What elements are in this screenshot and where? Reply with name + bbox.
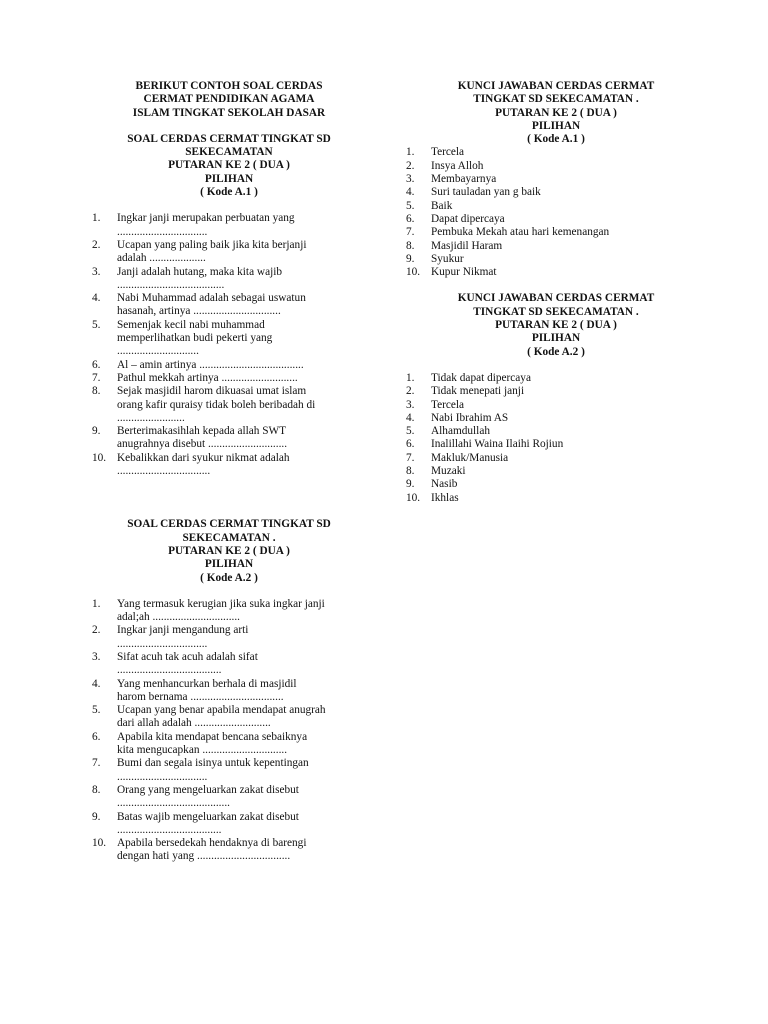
heading-line: PILIHAN	[204, 558, 254, 571]
item-number: 4.	[92, 677, 101, 690]
question-item	[92, 837, 366, 864]
answer-item	[406, 438, 706, 451]
item-text: Inalillahi Waina Ilaihi Rojiun	[431, 438, 564, 451]
question-item	[92, 319, 366, 359]
question-item	[92, 266, 366, 293]
answer-item	[406, 200, 706, 213]
item-text: Muzaki	[431, 465, 466, 478]
answer-item	[406, 213, 706, 226]
item-number: 2.	[92, 624, 101, 637]
question-item	[92, 757, 366, 784]
item-text: Sejak masjidil harom dikuasai umat islam orang kafir quraisy tidak boleh beribadah di ........................	[117, 385, 316, 424]
item-number: 8.	[92, 783, 101, 796]
item-text: Ikhlas	[431, 491, 459, 504]
answer-item	[406, 253, 706, 266]
answer-item	[406, 412, 706, 425]
item-text: Nabi Ibrahim AS	[431, 411, 509, 424]
question-item	[92, 385, 366, 425]
item-number: 2.	[406, 159, 415, 172]
item-text: Berterimakasihlah kepada allah SWT anugrahnya disebut ............................	[117, 425, 288, 451]
heading-line: PUTARAN KE 2 ( DUA )	[495, 106, 617, 119]
item-text: Dapat dipercaya	[431, 212, 505, 225]
item-number: 10.	[92, 837, 107, 850]
item-text: Nasib	[431, 478, 458, 491]
item-text: Ingkar janji mengandung arti ................................	[117, 624, 249, 650]
question-item	[92, 598, 366, 625]
quiz-a1-heading	[92, 133, 366, 199]
item-text: Semenjak kecil nabi muhammad memperlihatkan budi pekerti yang .............................	[117, 318, 273, 358]
item-number: 9.	[406, 478, 415, 491]
heading-line: PUTARAN KE 2 ( DUA )	[495, 319, 617, 332]
item-number: 4.	[406, 186, 415, 199]
answer-item	[406, 266, 706, 279]
item-text: Ingkar janji merupakan perbuatan yang ................................	[117, 212, 295, 238]
answer-item	[406, 226, 706, 239]
item-text: Masjidil Haram	[431, 239, 503, 252]
question-item	[92, 359, 366, 372]
heading-line: BERIKUT CONTOH SOAL CERDAS	[135, 80, 323, 92]
answer-key-a1-heading	[406, 80, 706, 146]
item-number: 3.	[92, 650, 101, 663]
heading-line: PUTARAN KE 2 ( DUA )	[168, 159, 290, 172]
heading-line: SOAL CERDAS CERMAT TINGKAT SD	[127, 518, 331, 531]
answer-item	[406, 385, 706, 398]
heading-line: PILIHAN	[531, 119, 581, 132]
item-text: Yang menhancurkan berhala di masjidil harom bernama .................................	[117, 677, 297, 703]
item-number: 8.	[406, 239, 415, 252]
heading-line: ( Kode A.2 )	[200, 571, 258, 584]
heading-line: TINGKAT SD SEKECAMATAN .	[473, 305, 639, 318]
item-text: Ucapan yang paling baik jika kita berjanji adalah ....................	[117, 238, 307, 265]
item-number: 6.	[92, 358, 101, 371]
heading-line: SEKECAMATAN	[185, 146, 273, 159]
heading-line: PUTARAN KE 2 ( DUA )	[168, 544, 290, 557]
answer-item	[406, 478, 706, 491]
item-number: 2.	[92, 238, 101, 251]
answer-item	[406, 399, 706, 412]
item-number: 5.	[92, 704, 101, 717]
question-item	[92, 425, 366, 452]
quiz-a1-question-list	[92, 212, 366, 478]
heading-line: KUNCI JAWABAN CERDAS CERMAT	[457, 80, 655, 92]
heading-line: ( Kode A.1 )	[527, 133, 585, 146]
item-text: Yang termasuk kerugian jika suka ingkar janji adal;ah ...............................	[117, 597, 325, 624]
item-text: Baik	[431, 199, 453, 212]
item-number: 6.	[92, 730, 101, 743]
item-text: Tidak dapat dipercaya	[431, 371, 531, 384]
item-text: Tidak menepati janji	[431, 385, 525, 398]
item-number: 7.	[92, 371, 101, 384]
heading-line: SOAL CERDAS CERMAT TINGKAT SD	[127, 132, 331, 145]
answer-item	[406, 492, 706, 505]
item-text: Apabila kita mendapat bencana sebaiknya kita mengucapkan ..............................	[117, 730, 308, 757]
left-column	[92, 80, 366, 864]
item-number: 7.	[406, 451, 415, 464]
answer-item	[406, 160, 706, 173]
item-number: 5.	[406, 425, 415, 438]
heading-line: ISLAM TINGKAT SEKOLAH DASAR	[132, 106, 326, 119]
heading-line: CERMAT PENDIDIKAN AGAMA	[143, 93, 315, 106]
quiz-a2-heading	[92, 518, 366, 584]
item-text: Ucapan yang benar apabila mendapat anugrah dari allah adalah ...........................	[117, 704, 326, 730]
question-item	[92, 292, 366, 319]
question-item	[92, 624, 366, 651]
item-text: Kupur Nikmat	[431, 266, 497, 279]
item-number: 5.	[406, 199, 415, 212]
item-number: 7.	[406, 226, 415, 239]
item-number: 3.	[406, 398, 415, 411]
answer-item	[406, 452, 706, 465]
item-text: Makluk/Manusia	[431, 451, 509, 464]
item-text: Janji adalah hutang, maka kita wajib ......................................	[117, 265, 283, 291]
answer-key-a2-heading	[406, 292, 706, 358]
item-number: 1.	[406, 146, 415, 159]
question-item	[92, 212, 366, 239]
item-number: 3.	[92, 265, 101, 278]
heading-line: ( Kode A.1 )	[200, 186, 258, 199]
item-number: 9.	[92, 425, 101, 438]
answer-item	[406, 372, 706, 385]
heading-line: KUNCI JAWABAN CERDAS CERMAT	[457, 292, 655, 305]
item-number: 4.	[406, 411, 415, 424]
intro-title	[92, 80, 366, 120]
question-item	[92, 704, 366, 731]
item-text: Pembuka Mekah atau hari kemenangan	[431, 226, 610, 239]
item-number: 1.	[406, 371, 415, 384]
question-item	[92, 372, 366, 385]
heading-line: SEKECAMATAN .	[182, 531, 276, 544]
answer-item	[406, 146, 706, 159]
item-text: Tercela	[431, 398, 465, 411]
heading-line: ( Kode A.2 )	[527, 345, 585, 358]
item-text: Batas wajib mengeluarkan zakat disebut .....................................	[117, 810, 299, 836]
item-number: 1.	[92, 597, 101, 610]
question-item	[92, 651, 366, 678]
answer-item	[406, 173, 706, 186]
heading-line: TINGKAT SD SEKECAMATAN .	[473, 93, 639, 106]
question-item	[92, 731, 366, 758]
answer-item	[406, 240, 706, 253]
item-text: Membayarnya	[431, 173, 497, 186]
item-text: Insya Alloh	[431, 159, 484, 172]
question-item	[92, 239, 366, 266]
item-number: 3.	[406, 173, 415, 186]
item-text: Alhamdullah	[431, 425, 490, 438]
item-number: 6.	[406, 212, 415, 225]
answer-key-a1-list	[406, 146, 706, 279]
item-text: Bumi dan segala isinya untuk kepentingan ................................	[117, 757, 309, 783]
item-text: Syukur	[431, 252, 464, 265]
item-text: Sifat acuh tak acuh adalah sifat .....................................	[117, 650, 258, 677]
item-number: 8.	[406, 465, 415, 478]
item-number: 9.	[92, 810, 101, 823]
item-text: Tercela	[431, 146, 465, 159]
answer-item	[406, 465, 706, 478]
item-text: Apabila bersedekah hendaknya di barengi dengan hati yang .................................	[117, 837, 307, 863]
item-number: 8.	[92, 385, 101, 398]
heading-line: PILIHAN	[204, 172, 254, 185]
item-text: Nabi Muhammad adalah sebagai uswatun hasanah, artinya ...............................	[117, 292, 306, 318]
right-column	[406, 80, 706, 505]
answer-item	[406, 186, 706, 199]
answer-item	[406, 425, 706, 438]
question-item	[92, 678, 366, 705]
item-number: 7.	[92, 757, 101, 770]
answer-key-a2-list	[406, 372, 706, 505]
question-item	[92, 811, 366, 838]
item-text: Kebalikkan dari syukur nikmat adalah .................................	[117, 451, 290, 478]
item-number: 1.	[92, 212, 101, 225]
item-number: 4.	[92, 292, 101, 305]
item-number: 2.	[406, 385, 415, 398]
item-number: 5.	[92, 318, 101, 331]
item-number: 10.	[406, 266, 421, 279]
item-number: 6.	[406, 438, 415, 451]
item-text: Pathul mekkah artinya ...........................	[117, 371, 298, 384]
heading-line: PILIHAN	[531, 332, 581, 345]
item-number: 10.	[406, 491, 421, 504]
item-number: 10.	[92, 451, 107, 464]
item-text: Suri tauladan yan g baik	[431, 186, 541, 199]
item-number: 9.	[406, 252, 415, 265]
question-item	[92, 452, 366, 479]
quiz-a2-question-list	[92, 598, 366, 864]
item-text: Al – amin artinya .....................................	[117, 358, 304, 371]
question-item	[92, 784, 366, 811]
item-text: Orang yang mengeluarkan zakat disebut ........................................	[117, 783, 299, 810]
